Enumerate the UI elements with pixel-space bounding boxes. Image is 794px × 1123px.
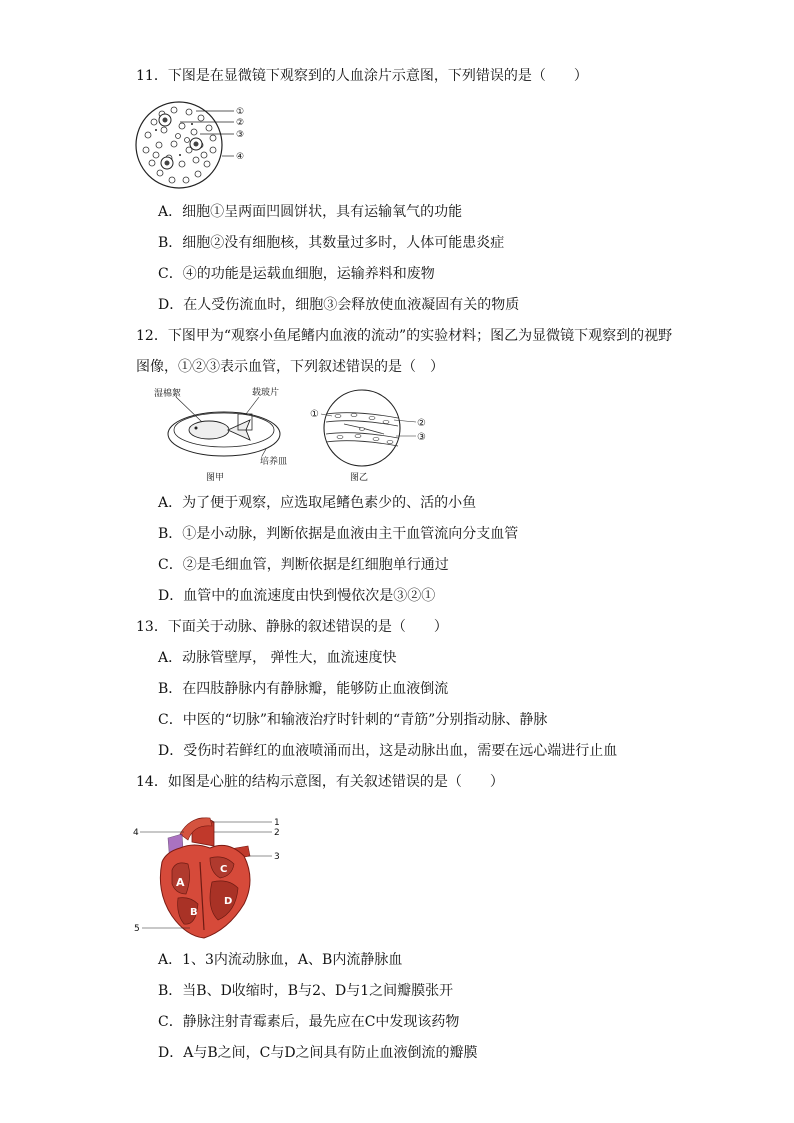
- chamber-b-label: B: [190, 907, 198, 918]
- heart-label-5: 5: [134, 924, 140, 934]
- q14-option-b: B．当B、D收缩时，B与2、D与1之间瓣膜张开: [158, 983, 454, 999]
- q13-option-a: A．动脉管壁厚， 弹性大，血流速度快: [158, 650, 397, 666]
- q12-option-a: A．为了便于观察，应选取尾鳍色素少的、活的小鱼: [158, 495, 477, 511]
- caption-fig-a: 图甲: [206, 473, 225, 483]
- fish-tail-experiment-figure: [154, 384, 454, 490]
- blood-smear-figure: [134, 100, 264, 196]
- q11-option-d: D．在人受伤流血时，细胞③会释放使血液凝固有关的物质: [158, 297, 520, 313]
- q11-option-b: B．细胞②没有细胞核，其数量过多时，人体可能患炎症: [158, 235, 505, 251]
- question-12-stem-line2: 图像，①②③表示血管，下列叙述错误的是（ ）: [136, 359, 444, 375]
- q12-option-b: B．①是小动脉，判断依据是血液由主干血管流向分支血管: [158, 526, 519, 542]
- label-wet-cotton: 湿棉絮: [154, 389, 182, 399]
- q14-option-d: D．A与B之间，C与D之间具有防止血液倒流的瓣膜: [158, 1045, 478, 1061]
- blood-smear-label-3: ③: [236, 130, 245, 140]
- vessel-label-1: ①: [310, 409, 319, 420]
- heart-label-3: 3: [274, 852, 280, 862]
- question-14-stem: 14．如图是心脏的结构示意图，有关叙述错误的是（ ）: [136, 774, 504, 790]
- q14-option-a: A．1、3内流动脉血，A、B内流静脉血: [158, 952, 403, 968]
- q13-option-c: C．中医的“切脉”和输液治疗时针刺的“青筋”分别指动脉、静脉: [158, 712, 548, 728]
- vessel-label-2: ②: [417, 418, 426, 429]
- vessel-label-3: ③: [417, 432, 426, 443]
- label-dish: 培养皿: [260, 457, 288, 467]
- q11-option-a: A．细胞①呈两面凹圆饼状，具有运输氧气的功能: [158, 204, 463, 220]
- caption-fig-b: 图乙: [350, 473, 369, 483]
- question-13-stem: 13．下面关于动脉、静脉的叙述错误的是（ ）: [136, 619, 448, 635]
- blood-smear-label-2: ②: [236, 118, 245, 128]
- heart-label-2: 2: [274, 828, 280, 838]
- chamber-a: A: [176, 876, 185, 889]
- label-slide: 载玻片: [252, 388, 280, 398]
- heart-label-4: 4: [133, 828, 139, 838]
- question-11-stem: 11．下图是在显微镜下观察到的人血涂片示意图，下列错误的是（ ）: [136, 68, 588, 84]
- blood-smear-label-1: ①: [236, 107, 245, 117]
- chamber-d: D: [224, 896, 233, 907]
- heart-label-1: 1: [274, 818, 280, 828]
- q12-option-c: C．②是毛细血管，判断依据是红细胞单行通过: [158, 557, 449, 573]
- heart-structure-figure: [132, 812, 292, 946]
- question-12-stem-line1: 12．下图甲为“观察小鱼尾鳍内血液的流动”的实验材料；图乙为显微镜下观察到的视野: [136, 328, 673, 344]
- q14-option-c: C．静脉注射青霉素后，最先应在C中发现该药物: [158, 1014, 460, 1030]
- q13-option-b: B．在四肢静脉内有静脉瓣，能够防止血液倒流: [158, 681, 449, 697]
- chamber-c: C: [220, 864, 228, 875]
- q11-option-c: C．④的功能是运载血细胞，运输养料和废物: [158, 266, 435, 282]
- q13-option-d: D．受伤时若鲜红的血液喷涌而出，这是动脉出血，需要在远心端进行止血: [158, 743, 618, 759]
- blood-smear-label-4: ④: [236, 152, 245, 162]
- q12-option-d: D．血管中的血流速度由快到慢依次是③②①: [158, 588, 436, 604]
